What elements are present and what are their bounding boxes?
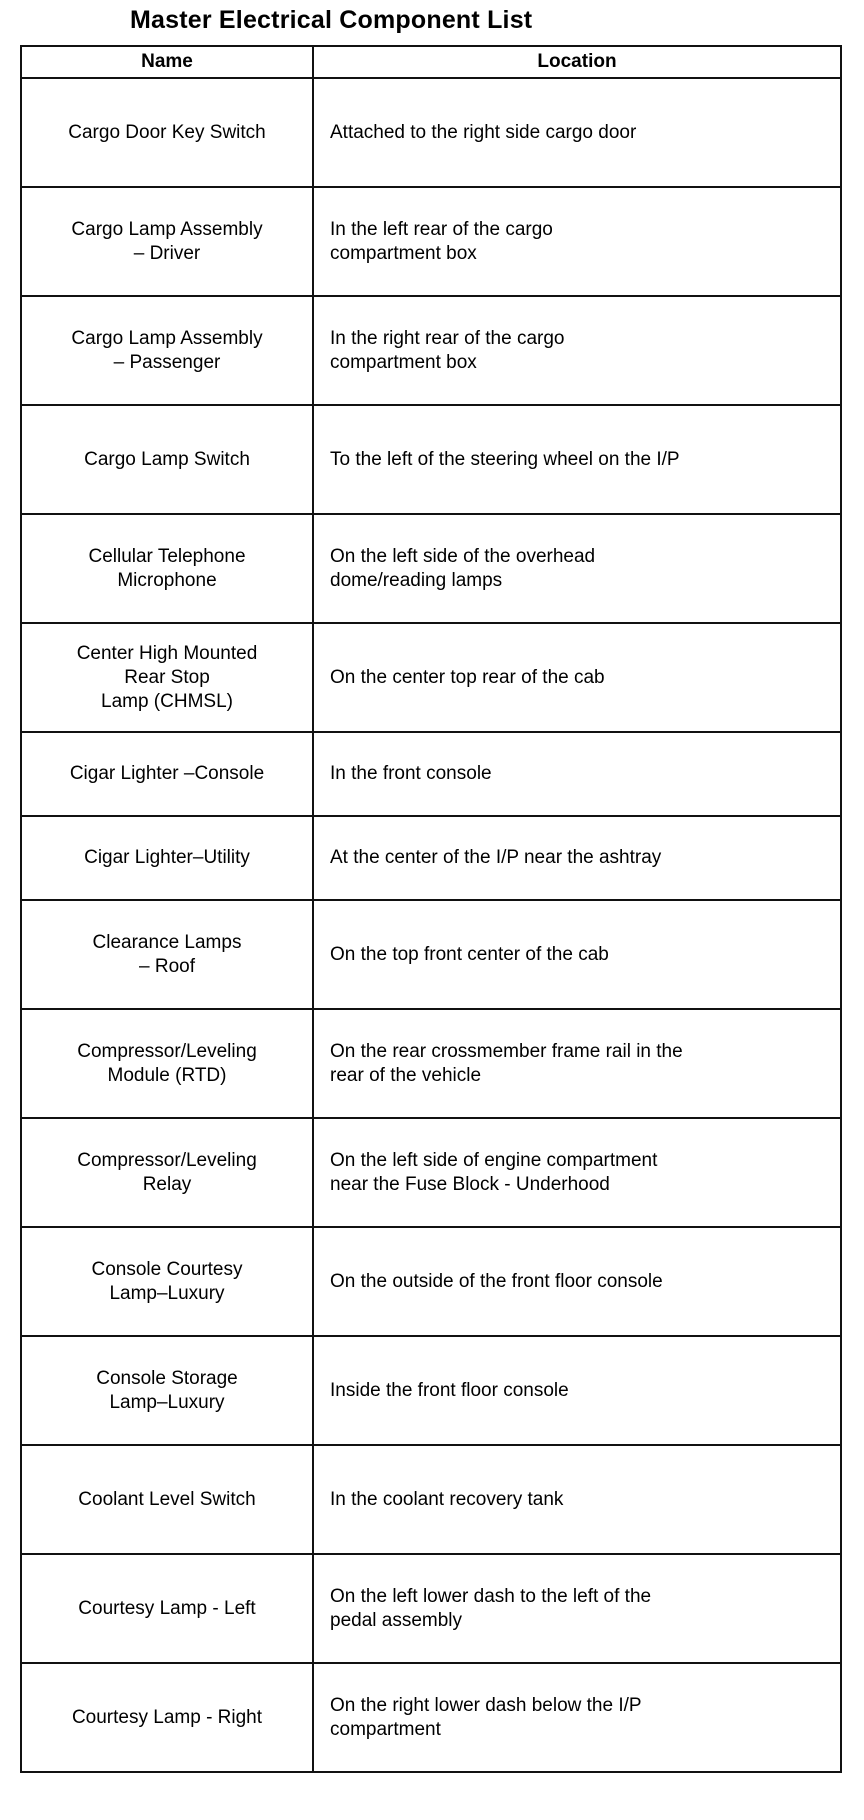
table-row [21, 732, 841, 816]
component-location-cell: On the top front center of the cab [313, 900, 841, 1009]
component-location-cell: In the coolant recovery tank [313, 1445, 841, 1554]
table-row [21, 1009, 841, 1118]
component-location-cell: At the center of the I/P near the ashtray [313, 816, 841, 900]
column-header-location: Location [313, 46, 841, 78]
component-location-cell: Inside the front floor console [313, 1336, 841, 1445]
table-row [21, 623, 841, 732]
component-location-cell: On the left side of the overhead dome/reading lamps [313, 514, 841, 623]
component-location-cell: On the rear crossmember frame rail in the rear of the vehicle [313, 1009, 841, 1118]
component-table [20, 45, 842, 1773]
component-name-cell: Console Storage Lamp–Luxury [21, 1336, 313, 1445]
component-name-cell: Console Courtesy Lamp–Luxury [21, 1227, 313, 1336]
component-location-cell: On the outside of the front floor console [313, 1227, 841, 1336]
component-name-cell: Courtesy Lamp - Right [21, 1663, 313, 1772]
component-name-cell: Cigar Lighter –Console [21, 732, 313, 816]
component-name-cell: Cargo Lamp Assembly – Driver [21, 187, 313, 296]
component-location-cell: In the right rear of the cargo compartment box [313, 296, 841, 405]
table-row [21, 1227, 841, 1336]
table-row [21, 900, 841, 1009]
table-row [21, 187, 841, 296]
component-location-cell: On the right lower dash below the I/P compartment [313, 1663, 841, 1772]
component-location-cell: On the left side of engine compartment near the Fuse Block - Underhood [313, 1118, 841, 1227]
table-row [21, 816, 841, 900]
table-row [21, 78, 841, 187]
table-row [21, 1554, 841, 1663]
table-row [21, 514, 841, 623]
column-header-name: Name [21, 46, 313, 78]
component-name-cell: Clearance Lamps – Roof [21, 900, 313, 1009]
component-location-cell: To the left of the steering wheel on the I/P [313, 405, 841, 514]
component-name-cell: Compressor/Leveling Relay [21, 1118, 313, 1227]
component-name-cell: Center High Mounted Rear Stop Lamp (CHMSL) [21, 623, 313, 732]
component-location-cell: On the left lower dash to the left of the pedal assembly [313, 1554, 841, 1663]
component-location-cell: On the center top rear of the cab [313, 623, 841, 732]
header-row [21, 46, 841, 78]
component-location-cell: In the left rear of the cargo compartment box [313, 187, 841, 296]
table-row [21, 1445, 841, 1554]
component-name-cell: Cargo Lamp Assembly – Passenger [21, 296, 313, 405]
table-body [21, 78, 841, 1772]
table-row [21, 405, 841, 514]
component-location-cell: Attached to the right side cargo door [313, 78, 841, 187]
table-row [21, 1336, 841, 1445]
page-title: Master Electrical Component List [130, 6, 533, 34]
component-name-cell: Courtesy Lamp - Left [21, 1554, 313, 1663]
table-row [21, 1118, 841, 1227]
component-name-cell: Compressor/Leveling Module (RTD) [21, 1009, 313, 1118]
component-name-cell: Cigar Lighter–Utility [21, 816, 313, 900]
component-name-cell: Cargo Door Key Switch [21, 78, 313, 187]
table-row [21, 1663, 841, 1772]
component-location-cell: In the front console [313, 732, 841, 816]
table-row [21, 296, 841, 405]
component-name-cell: Cargo Lamp Switch [21, 405, 313, 514]
component-name-cell: Cellular Telephone Microphone [21, 514, 313, 623]
component-name-cell: Coolant Level Switch [21, 1445, 313, 1554]
